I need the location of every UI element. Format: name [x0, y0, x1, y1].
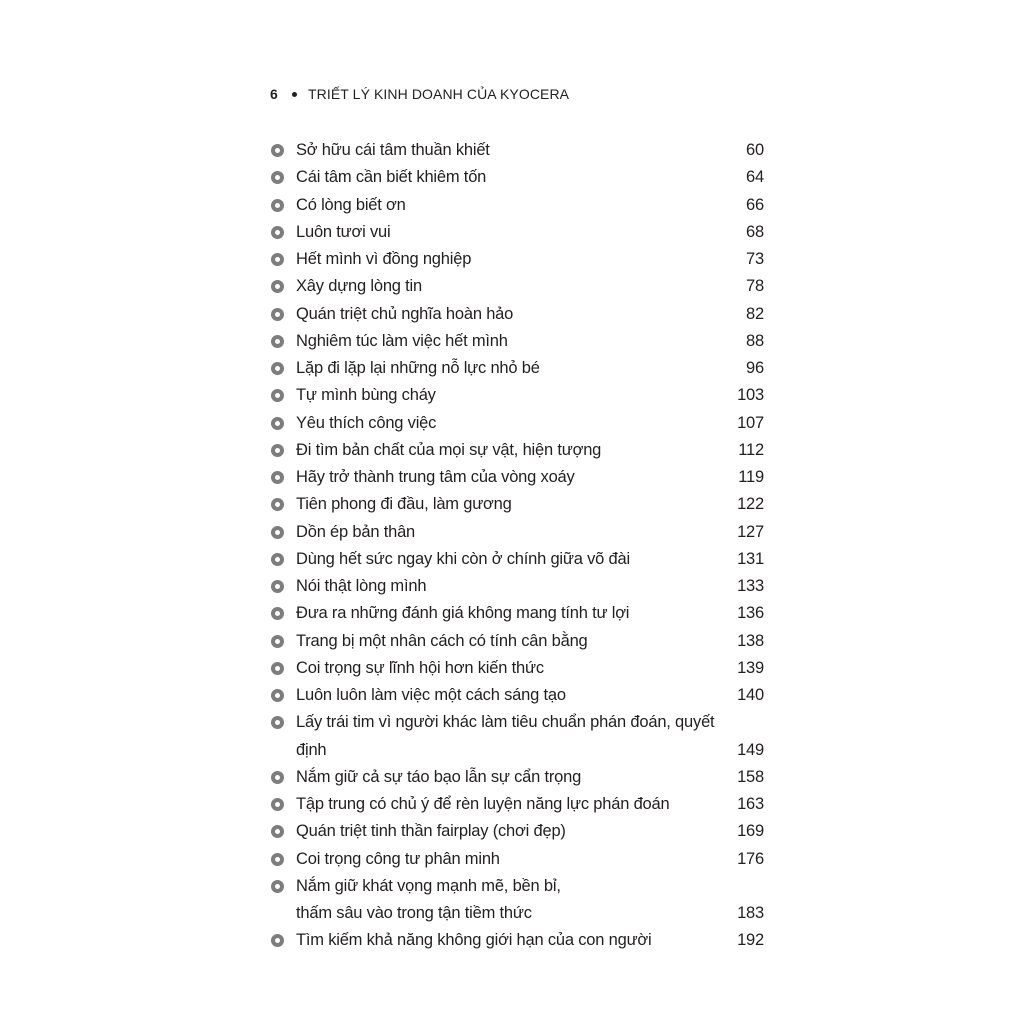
toc-entry-title: Tập trung có chủ ý để rèn luyện năng lực phán đoán [296, 795, 670, 813]
circle-bullet-icon [271, 553, 284, 566]
toc-entry-title: Tìm kiếm khả năng không giới hạn của con người [296, 931, 652, 950]
circle-bullet-icon [271, 880, 284, 893]
toc-entry-title: Xây dựng lòng tin [296, 277, 422, 296]
circle-bullet-icon [271, 498, 284, 511]
toc-entry [270, 355, 764, 382]
toc-entry-page: 107 [737, 413, 764, 432]
toc-entry [270, 682, 764, 709]
toc-entry-page: 140 [737, 686, 764, 704]
circle-bullet-icon [271, 171, 284, 184]
toc-entry-page: 138 [737, 631, 764, 650]
circle-bullet-icon [271, 308, 284, 321]
toc-entry [270, 137, 764, 164]
toc-entry-title: Dùng hết sức ngay khi còn ở chính giữa võ đài [296, 549, 630, 568]
toc-entry-title: Luôn luôn làm việc một cách sáng tạo [296, 686, 566, 704]
toc-entry-title: Hãy trở thành trung tâm của vòng xoáy [296, 468, 575, 486]
toc-entry [270, 219, 764, 246]
toc-entry-title: Tiên phong đi đầu, làm gương [296, 495, 512, 514]
toc-entry-title: Trang bị một nhân cách có tính cân bằng [296, 631, 588, 650]
circle-bullet-icon [271, 771, 284, 784]
toc-entry-title: Đưa ra những đánh giá không mang tính tư lợi [296, 604, 630, 623]
toc-entry-page: 131 [737, 549, 764, 568]
circle-bullet-icon [271, 607, 284, 620]
toc-entry-page: 112 [738, 440, 764, 459]
toc-entry-title: Nắm giữ khát vọng mạnh mẽ, bền bỉ, thấm sâu vào trong tận tiềm thức [296, 876, 561, 922]
toc-entry [270, 301, 764, 328]
toc-entry [270, 437, 764, 464]
toc-entry-title: Coi trọng công tư phân minh [296, 849, 500, 868]
circle-bullet-icon [271, 335, 284, 348]
toc-entry-title: Nắm giữ cả sự táo bạo lẫn sự cẩn trọng [296, 767, 582, 786]
circle-bullet-icon [271, 226, 284, 239]
circle-bullet-icon [271, 417, 284, 430]
circle-bullet-icon [271, 444, 284, 457]
toc-entry-page: 103 [737, 386, 764, 405]
circle-bullet-icon [271, 280, 284, 293]
toc-entry-page: 119 [738, 468, 764, 486]
toc-entry [270, 628, 764, 655]
toc-entry-title: Luôn tươi vui [296, 222, 391, 241]
toc-entry-page: 122 [737, 495, 764, 514]
toc-entry [270, 818, 764, 845]
toc-entry-title: Đi tìm bản chất của mọi sự vật, hiện tượng [296, 440, 602, 459]
circle-bullet-icon [271, 144, 284, 157]
toc-entry [270, 273, 764, 300]
toc-entry-title: Lấy trái tim vì người khác làm tiêu chuẩn phán đoán, quyết định [296, 713, 715, 759]
toc-entry-page: 149 [737, 740, 764, 759]
toc-entry [270, 246, 764, 273]
circle-bullet-icon [271, 199, 284, 212]
running-header [270, 84, 569, 104]
toc-entry [270, 328, 764, 355]
toc-entry-title: Nói thật lòng mình [296, 577, 427, 595]
toc-entry-page: 139 [737, 658, 764, 677]
toc-entry-title: Cái tâm cần biết khiêm tốn [296, 168, 487, 187]
toc-entry-title: Dồn ép bản thân [296, 522, 416, 541]
toc-entry-page: 82 [746, 304, 764, 323]
toc-entry-page: 68 [746, 222, 764, 241]
circle-bullet-icon [271, 853, 284, 866]
toc-entry [270, 164, 764, 191]
circle-bullet-icon [271, 389, 284, 402]
toc-entry-page: 88 [746, 331, 764, 350]
circle-bullet-icon [271, 526, 284, 539]
circle-bullet-icon [271, 934, 284, 947]
circle-bullet-icon [271, 635, 284, 648]
circle-bullet-icon [271, 471, 284, 484]
toc-entry-page: 176 [737, 849, 764, 868]
toc-entry [270, 709, 764, 764]
toc-entry [270, 382, 764, 409]
toc-entry-title: Yêu thích công việc [296, 413, 437, 432]
toc-entry [270, 491, 764, 518]
toc-entry [270, 519, 764, 546]
toc-entry [270, 600, 764, 627]
circle-bullet-icon [271, 362, 284, 375]
circle-bullet-icon [271, 798, 284, 811]
toc-entry-page: 66 [746, 195, 764, 214]
toc-entry-page: 183 [737, 904, 764, 922]
toc-entry [270, 546, 764, 573]
toc-entry [270, 410, 764, 437]
toc-entry [270, 464, 764, 491]
header-bullet-icon [292, 92, 297, 97]
toc-entry-page: 73 [746, 250, 764, 268]
toc-entry-title: Quán triệt chủ nghĩa hoàn hảo [296, 304, 514, 323]
toc-entry [270, 846, 764, 873]
toc-entry-title: Tự mình bùng cháy [296, 386, 436, 405]
circle-bullet-icon [271, 253, 284, 266]
circle-bullet-icon [271, 825, 284, 838]
toc-entry [270, 791, 764, 818]
book-title: TRIẾT LÝ KINH DOANH CỦA KYOCERA [308, 86, 570, 102]
toc-entry-title: Coi trọng sự lĩnh hội hơn kiến thức [296, 658, 544, 677]
toc-entry-page: 127 [737, 522, 764, 541]
toc-entry-title: Sở hữu cái tâm thuần khiết [296, 141, 490, 159]
toc-entry [270, 573, 764, 600]
toc-entry-page: 192 [737, 931, 764, 950]
circle-bullet-icon [271, 580, 284, 593]
toc-entry [270, 927, 764, 954]
toc-entry-title: Hết mình vì đồng nghiệp [296, 250, 472, 268]
toc-entry-page: 60 [746, 141, 764, 159]
toc-entry-page: 169 [737, 822, 764, 841]
toc-entry-page: 158 [737, 767, 764, 786]
toc-entry [270, 764, 764, 791]
toc-entry [270, 873, 764, 928]
toc-entry-title: Lặp đi lặp lại những nỗ lực nhỏ bé [296, 359, 540, 377]
table-of-contents [270, 137, 764, 955]
circle-bullet-icon [271, 662, 284, 675]
page-number: 6 [270, 86, 278, 102]
toc-entry-title: Có lòng biết ơn [296, 195, 406, 214]
toc-entry [270, 655, 764, 682]
toc-entry-page: 136 [737, 604, 764, 623]
toc-entry-page: 96 [746, 359, 764, 377]
toc-entry-title: Nghiêm túc làm việc hết mình [296, 331, 508, 350]
toc-entry-page: 64 [746, 168, 764, 187]
toc-entry-page: 163 [737, 795, 764, 813]
toc-entry-page: 78 [746, 277, 764, 296]
toc-entry-page: 133 [737, 577, 764, 595]
toc-entry-title: Quán triệt tinh thần fairplay (chơi đẹp) [296, 822, 566, 841]
circle-bullet-icon [271, 716, 284, 729]
circle-bullet-icon [271, 689, 284, 702]
toc-entry [270, 192, 764, 219]
